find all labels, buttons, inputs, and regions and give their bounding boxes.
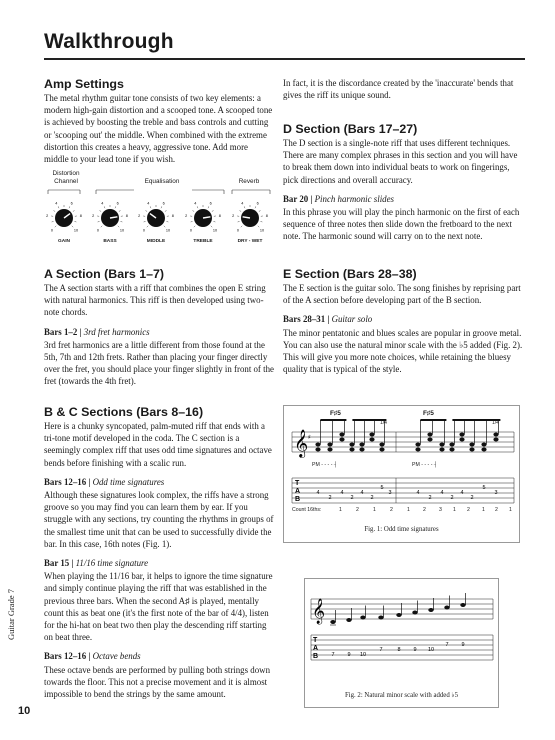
fig1-note bbox=[493, 433, 498, 437]
section-bc-sub3-title: Octave bends bbox=[92, 651, 141, 662]
fig1-note bbox=[379, 443, 384, 447]
svg-text:10: 10 bbox=[119, 228, 125, 233]
fig2-caption: Fig. 2: Natural minor scale with added ♭5 bbox=[344, 692, 459, 699]
amp-settings-text: The metal rhythm guitar tone consists of two key elements: a modern high-gain distortion and a scooped tone. A scooped tone is achieved by boosting the treble and bass controls and cutting or 'scooping out' the middle. When combined with the extreme distortion this creates a heavy, aggressive tone. Add more middle to your lead tone if you wish. bbox=[44, 93, 273, 165]
fig1-note bbox=[493, 438, 498, 442]
fig2-tab-fret: 9 bbox=[461, 642, 465, 648]
section-a-sub-bars: Bars 1–2 bbox=[44, 326, 78, 337]
svg-text:2: 2 bbox=[138, 213, 141, 218]
svg-text:T: T bbox=[295, 480, 300, 487]
fig2-tab-fret: 10 bbox=[427, 647, 435, 653]
fig1-tab-fret: 2 bbox=[470, 495, 474, 501]
fig1-note bbox=[415, 448, 420, 452]
figure-1 bbox=[283, 405, 520, 543]
svg-text:10: 10 bbox=[73, 228, 79, 233]
fig1-count: 2 bbox=[467, 507, 470, 513]
section-bc-sub2-bars: Bar 15 bbox=[44, 558, 70, 569]
section-d: D Section (Bars 17–27) The D section is a single-note riff that uses different techniques. There are many complex phrases in this section and you will have to break them down into individual beats to work on fingerings, pick directions and overall accuracy. Bar 20 | Pinch harmonic slides In this phrase you will play the pinch harmonic on the first of each sequence of three notes then slide down the fretboard to the next note. The harmonic sound will carry on to the next note. bbox=[283, 122, 523, 243]
svg-text:8: 8 bbox=[265, 213, 268, 218]
fig1-tab-fret: 5 bbox=[482, 485, 486, 491]
svg-text:10: 10 bbox=[165, 228, 171, 233]
section-bc-sub1-title: Odd time signatures bbox=[92, 476, 165, 487]
fig1-note bbox=[481, 448, 486, 452]
fig1-note bbox=[439, 448, 444, 452]
fig1-count: 1 bbox=[373, 507, 376, 513]
svg-text:2: 2 bbox=[46, 213, 49, 218]
section-bc: B & C Sections (Bars 8–16) Here is a chunky syncopated, palm-muted riff that ends with a tri-tone motif developed in the coda. The C section is a seemingly complex riff that uses odd time signatures and octave bends before finishing with a scalic run. Bars 12–16 | Odd time signatures Although these signatures look complex, the riffs have a strong groove so you may find you can learn them by ear. If you struggle with any sections, try counting the rhythms in groups of the smallest time unit that can be used to successfully divide the bar. In this case, 16th notes (Fig. 1). Bar 15 | 11/16 time signature When playing the 11/16 bar, it helps to ignore the time signature and simply continue playing the riff that was established in the previous three bars. When the second A♯ is played, mentally count this as beat one (it's the first note of the bar of 4/4), listen for the hi-hat on beat two then play the descending riff starting on beat three. Bars 12–16 | Octave bends These octave bends are performed by pulling both strings down towards the floor. This not a precise movement and it is almost impossible to bend the strings by the same amount. bbox=[44, 405, 274, 700]
fig1-tab-fret: 3 bbox=[494, 490, 498, 496]
fig1-note bbox=[327, 448, 332, 452]
amp-settings-diagram bbox=[44, 170, 272, 250]
fig2-tab-fret: 8 bbox=[397, 647, 401, 653]
fig1-note bbox=[369, 438, 374, 442]
svg-text:6: 6 bbox=[70, 201, 73, 206]
fig1-note bbox=[415, 443, 420, 447]
fig1-tab-fret: 4 bbox=[360, 490, 364, 496]
fig1-bend-2: 1/4 bbox=[492, 420, 499, 426]
svg-text:B: B bbox=[295, 496, 301, 503]
section-e-sub-title: Guitar solo bbox=[331, 314, 373, 325]
fig1-note bbox=[449, 448, 454, 452]
treble-clef-icon: 𝄞 bbox=[294, 429, 309, 457]
fig1-chord-1: F♯5 bbox=[330, 410, 341, 417]
fig1-tab-fret: 4 bbox=[340, 490, 344, 496]
section-a-text: The A section starts with a riff that combines the open E string with natural harmonics. This riff is then developed using two-note chords. bbox=[44, 283, 266, 318]
section-d-sub-bar: Bar 20 bbox=[283, 193, 309, 204]
amp-settings-heading: Amp Settings bbox=[44, 77, 124, 91]
svg-text:0: 0 bbox=[189, 228, 193, 233]
title-rule bbox=[44, 58, 525, 60]
fig1-tab-fret: 2 bbox=[450, 495, 454, 501]
svg-text:4: 4 bbox=[147, 201, 150, 206]
fig1-count: 1 bbox=[339, 507, 342, 513]
knob-bass-icon bbox=[92, 201, 128, 232]
svg-text:4: 4 bbox=[55, 201, 58, 206]
svg-text:4: 4 bbox=[241, 201, 244, 206]
fig1-note bbox=[481, 443, 486, 447]
fig1-note bbox=[439, 443, 444, 447]
fig1-count: 2 bbox=[423, 507, 426, 513]
fig1-note bbox=[339, 433, 344, 437]
fig2-tab-fret: 7 bbox=[445, 642, 449, 648]
fig2-tab-fret: 9 bbox=[347, 652, 351, 658]
figure-2 bbox=[304, 578, 499, 708]
knob-label-bass: BASS bbox=[103, 239, 117, 244]
fig1-note bbox=[315, 448, 320, 452]
fig2-note bbox=[396, 613, 401, 617]
fig1-note bbox=[339, 438, 344, 442]
section-bc-sub2-title: 11/16 time signature bbox=[75, 558, 149, 569]
svg-text:2: 2 bbox=[185, 213, 188, 218]
fig1-note bbox=[349, 443, 354, 447]
fig1-note bbox=[449, 443, 454, 447]
amp-settings-section bbox=[44, 77, 274, 165]
svg-text:8: 8 bbox=[125, 213, 128, 218]
fig1-caption: Fig. 1: Odd time signatures bbox=[364, 526, 439, 533]
svg-text:6: 6 bbox=[209, 201, 212, 206]
svg-text:A: A bbox=[313, 645, 319, 652]
fig1-tab-fret: 5 bbox=[380, 485, 384, 491]
section-e-text: The E section is the guitar solo. The song finishes by reprising part of the A section before developing part of the B section. bbox=[283, 283, 521, 306]
page-title: Walkthrough bbox=[44, 30, 174, 53]
fig2-note bbox=[360, 616, 365, 620]
page-number: 10 bbox=[18, 705, 31, 717]
fig1-palm-mute-2: PM - - - - ┤ bbox=[412, 462, 438, 468]
knob-label-dry-wet: DRY - WET bbox=[237, 239, 263, 244]
fig1-note bbox=[469, 448, 474, 452]
knob-middle-icon bbox=[138, 201, 174, 232]
section-bc-sub1-bars: Bars 12–16 bbox=[44, 476, 87, 487]
fig1-tab-fret: 4 bbox=[316, 490, 320, 496]
knob-label-treble: TREBLE bbox=[193, 239, 213, 244]
fig1-note bbox=[349, 448, 354, 452]
fig1-count: 1 bbox=[407, 507, 410, 513]
svg-text:0: 0 bbox=[142, 228, 146, 233]
fig1-tab-fret: 4 bbox=[440, 490, 444, 496]
knob-label-gain: GAIN bbox=[58, 239, 70, 244]
svg-text:2: 2 bbox=[232, 213, 235, 218]
svg-text:6: 6 bbox=[256, 201, 259, 206]
svg-text:4: 4 bbox=[194, 201, 197, 206]
treble-clef-icon: 𝄞 bbox=[312, 599, 326, 624]
svg-text:T: T bbox=[313, 637, 318, 644]
fig1-note bbox=[459, 438, 464, 442]
knob-gain-icon bbox=[46, 201, 82, 232]
reverb-label: Reverb bbox=[238, 178, 260, 185]
fig1-tab-fret: 4 bbox=[416, 490, 420, 496]
fig1-note bbox=[469, 443, 474, 447]
side-label: Guitar Grade 7 bbox=[6, 589, 16, 640]
fig2-note bbox=[330, 620, 335, 624]
fig1-tab-fret: 2 bbox=[328, 495, 332, 501]
section-e-heading: E Section (Bars 28–38) bbox=[283, 267, 417, 281]
section-d-sub-text: In this phrase you will play the pinch harmonic on the first of each sequence of three notes then slide down the fretboard to the next note. The harmonic sound will carry on to the next note. bbox=[283, 207, 520, 242]
fig2-note bbox=[460, 603, 465, 607]
fig1-note bbox=[459, 433, 464, 437]
svg-text:4: 4 bbox=[101, 201, 104, 206]
svg-text:6: 6 bbox=[116, 201, 119, 206]
section-d-heading: D Section (Bars 17–27) bbox=[283, 122, 418, 136]
svg-text:8: 8 bbox=[171, 213, 174, 218]
section-e: E Section (Bars 28–38) The E section is the guitar solo. The song finishes by reprising part of the A section before developing part of the B section. Bars 28–31 | Guitar solo The minor pentatonic and blues scales are popular in groove metal. You can also use the natural minor scale with the ♭5 added (Fig. 2). This will give you more note choices, while retaining the bluesy quality that is typical of the style. bbox=[283, 267, 523, 375]
fig1-count: 3 bbox=[439, 507, 442, 513]
fig1-tab-fret: 4 bbox=[460, 490, 464, 496]
fig2-notation bbox=[305, 579, 500, 687]
fig1-tab-fret: 3 bbox=[388, 490, 392, 496]
section-a-heading: A Section (Bars 1–7) bbox=[44, 267, 165, 281]
fig2-tab-fret: 9 bbox=[413, 647, 417, 653]
svg-text:0: 0 bbox=[50, 228, 54, 233]
section-bc-sub2-text: When playing the 11/16 bar, it helps to ignore the time signature and simply continue playing the riff that was established in the previous three bars. When the second A♯ is played, mentally count this as beat one (it's the first note of the bar of 4/4), listen for the hi-hat on beat two then play the descending riff starting on beat three. bbox=[44, 571, 273, 643]
fig1-count: 1 bbox=[453, 507, 456, 513]
section-a-sub-text: 3rd fret harmonics are a little different from those found at the 5th, 7th and 12th frets. Rather than placing your finger directly over the fret, you should place your finger slightly in front of the fret (towards the 4th fret). bbox=[44, 339, 274, 387]
fig1-count-label: Count 16ths: bbox=[292, 507, 322, 513]
right-intro bbox=[283, 77, 523, 101]
fig1-note bbox=[427, 438, 432, 442]
fig1-count: 1 bbox=[482, 507, 485, 513]
fig2-tab-fret: 7 bbox=[331, 652, 335, 658]
section-a: A Section (Bars 1–7) The A section starts with a riff that combines the open E string with natural harmonics. This riff is then developed using two-note chords. Bars 1–2 | 3rd fret harmonics 3rd fret harmonics are a little different from those found at the 5th, 7th and 12th frets. Rather than placing your finger directly over the fret, you should place your finger slightly in front of the fret (towards the 4th fret). bbox=[44, 267, 274, 387]
fig2-note bbox=[378, 616, 383, 620]
equalisation-label: Equalisation bbox=[144, 178, 180, 185]
section-bc-sub1-text: Although these signatures look complex, the riffs have a strong groove so you may find you can learn them by ear. If you struggle with any sections, try counting the rhythms in groups of the smallest time unit that can be used to successfully divide the bar. In this case, 16th notes (Fig. 1). bbox=[44, 490, 274, 549]
fig1-count: 1 bbox=[509, 507, 512, 513]
svg-text:6: 6 bbox=[162, 201, 165, 206]
section-a-sub-title: 3rd fret harmonics bbox=[83, 326, 150, 337]
fig1-note bbox=[359, 448, 364, 452]
right-intro-text: In fact, it is the discordance created by the 'inaccurate' bends that gives the riff its unique sound. bbox=[283, 78, 514, 101]
svg-text:10: 10 bbox=[212, 228, 218, 233]
fig1-note bbox=[369, 433, 374, 437]
fig1-tab-fret: 2 bbox=[428, 495, 432, 501]
svg-text:0: 0 bbox=[96, 228, 100, 233]
section-e-sub-text: The minor pentatonic and blues scales are popular in groove metal. You can also use the natural minor scale with the ♭5 added (Fig. 2). This will give you more note choices, while retaining the bluesy quality that is typical of the style. bbox=[283, 327, 523, 375]
svg-text:♯: ♯ bbox=[308, 434, 311, 441]
svg-text:B: B bbox=[313, 653, 319, 660]
fig2-note bbox=[428, 608, 433, 612]
fig1-note bbox=[315, 443, 320, 447]
fig1-tab-fret: 2 bbox=[350, 495, 354, 501]
fig2-tab-fret: 10 bbox=[359, 652, 367, 658]
fig1-bend-1: 1/4 bbox=[380, 420, 387, 426]
fig1-palm-mute-1: PM - - - - ┤ bbox=[312, 462, 338, 468]
fig1-chord-2: F♯5 bbox=[423, 410, 434, 417]
svg-text:10: 10 bbox=[259, 228, 265, 233]
svg-text:8: 8 bbox=[79, 213, 82, 218]
fig2-note bbox=[412, 611, 417, 615]
section-bc-text: Here is a chunky syncopated, palm-muted riff that ends with a tri-tone motif developed in the coda. The C section is a seemingly complex riff that uses odd time signatures and octave bends before finishing with a scalic run. bbox=[44, 421, 272, 468]
section-bc-heading: B & C Sections (Bars 8–16) bbox=[44, 405, 204, 419]
svg-text:A: A bbox=[295, 488, 301, 495]
knob-treble-icon bbox=[185, 201, 221, 232]
svg-text:2: 2 bbox=[92, 213, 95, 218]
fig2-tab-fret: 7 bbox=[379, 647, 383, 653]
fig1-count: 2 bbox=[390, 507, 393, 513]
fig1-count: 2 bbox=[356, 507, 359, 513]
fig1-note bbox=[359, 443, 364, 447]
fig2-note bbox=[346, 618, 351, 622]
fig1-note bbox=[379, 448, 384, 452]
fig1-note bbox=[327, 443, 332, 447]
distortion-label-line1: Distortion bbox=[52, 170, 80, 177]
section-d-sub-title: Pinch harmonic slides bbox=[314, 193, 395, 204]
section-bc-sub3-bars: Bars 12–16 bbox=[44, 651, 87, 662]
section-bc-sub3-text: These octave bends are performed by pulling both strings down towards the floor. This not a precise movement and it is almost impossible to bend the strings by the same amount. bbox=[44, 664, 271, 700]
section-d-text: The D section is a single-note riff that uses different techniques. There are many complex phrases in this section and you will have to break them down into individual beats to work on fingerings, pick directions and overall accuracy. bbox=[283, 138, 518, 185]
fig1-count: 2 bbox=[495, 507, 498, 513]
fig1-tab-fret: 2 bbox=[370, 495, 374, 501]
section-e-sub-bars: Bars 28–31 bbox=[283, 314, 326, 325]
knob-label-middle: MIDDLE bbox=[146, 239, 166, 244]
knob-dry-wet-icon bbox=[232, 201, 268, 232]
fig1-note bbox=[427, 433, 432, 437]
distortion-label-line2: Channel bbox=[54, 178, 78, 185]
svg-text:8: 8 bbox=[218, 213, 221, 218]
fig2-note bbox=[444, 606, 449, 610]
svg-text:0: 0 bbox=[236, 228, 240, 233]
